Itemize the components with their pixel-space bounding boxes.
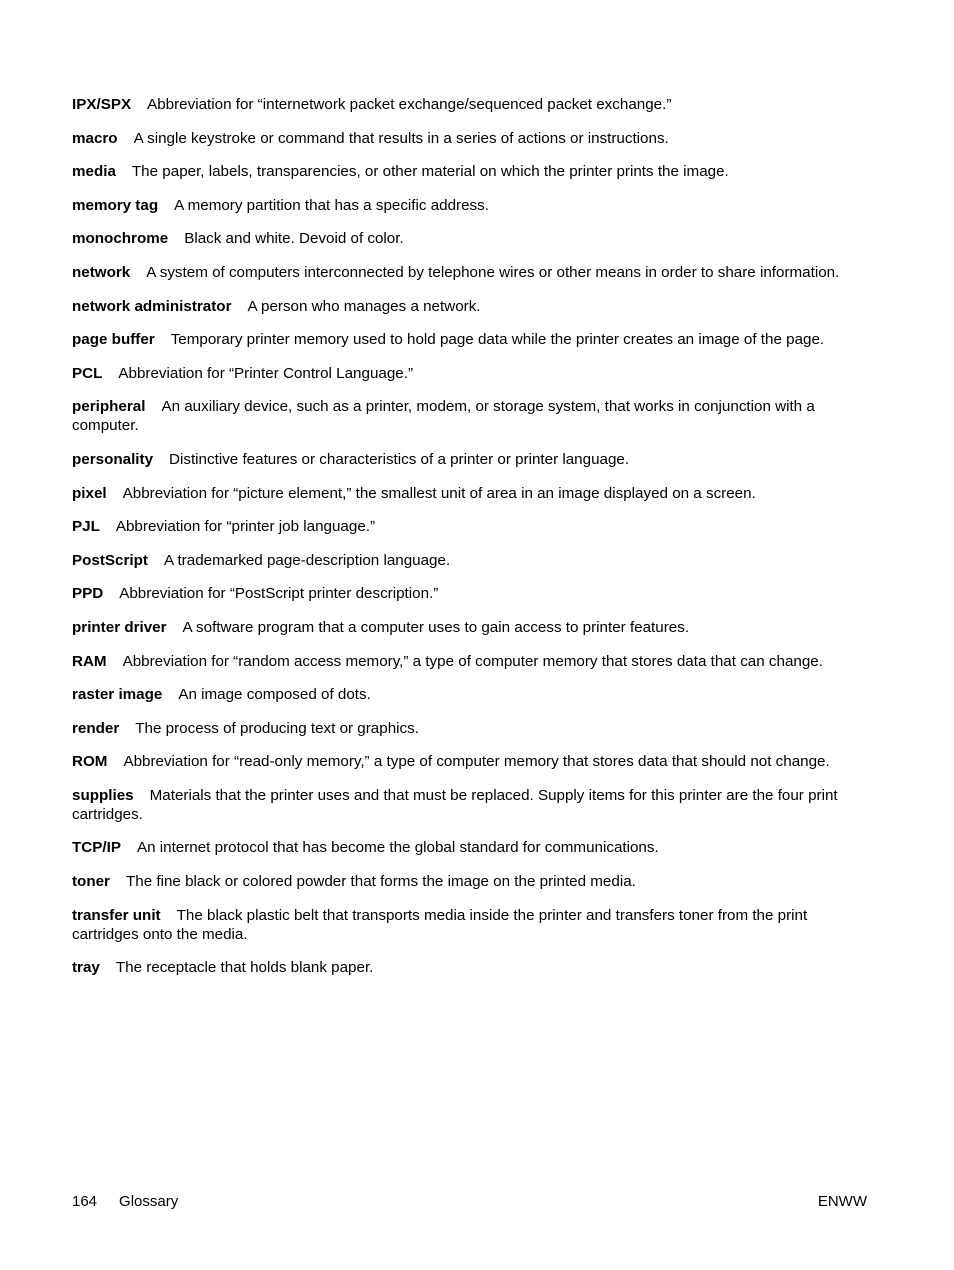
glossary-term: transfer unit	[72, 906, 161, 924]
glossary-entry	[72, 906, 872, 944]
glossary-definition: Abbreviation for “read-only memory,” a type of computer memory that stores data that should not change.	[123, 753, 830, 771]
glossary-definition: Abbreviation for “printer job language.”	[115, 518, 376, 536]
glossary-term: PPD	[72, 585, 104, 603]
glossary-definition: The black plastic belt that transports media inside the printer and transfers toner from the print cartridges onto the media.	[72, 906, 808, 943]
glossary-term: pixel	[72, 484, 107, 502]
glossary-term: render	[72, 719, 120, 737]
glossary-definition: A trademarked page-description language.	[163, 551, 451, 569]
glossary-entry	[72, 786, 872, 824]
page-footer	[72, 1192, 867, 1211]
glossary-term: PJL	[72, 518, 100, 536]
glossary-entry	[72, 397, 872, 435]
glossary-definition: Abbreviation for “random access memory,” a type of computer memory that stores data that can change.	[122, 652, 823, 670]
glossary-term: network administrator	[72, 297, 232, 315]
glossary-definition: An auxiliary device, such as a printer, modem, or storage system, that works in conjunction with a computer.	[72, 398, 815, 435]
glossary-definition: Abbreviation for “PostScript printer description.”	[119, 585, 439, 603]
glossary-term: media	[72, 163, 116, 181]
glossary-term: macro	[72, 129, 118, 147]
glossary-entry	[72, 196, 872, 215]
glossary-entry	[72, 551, 872, 570]
glossary-entry	[72, 652, 872, 671]
glossary-entry	[72, 450, 872, 469]
footer-left	[72, 1192, 178, 1211]
glossary-entry	[72, 484, 872, 503]
glossary-entry	[72, 838, 872, 857]
glossary-term: monochrome	[72, 230, 169, 248]
glossary-term: memory tag	[72, 196, 159, 214]
glossary-term: IPX/SPX	[72, 96, 132, 113]
glossary-entry	[72, 719, 872, 738]
glossary-entry	[72, 685, 872, 704]
footer-right-label: ENWW	[817, 1193, 867, 1210]
glossary-entry	[72, 958, 872, 977]
glossary-list	[72, 95, 872, 977]
glossary-term: TCP/IP	[72, 839, 121, 857]
glossary-definition: A software program that a computer uses to gain access to printer features.	[182, 618, 690, 636]
glossary-entry	[72, 297, 872, 316]
glossary-entry	[72, 162, 872, 181]
page-number: 164	[72, 1193, 98, 1210]
glossary-entry	[72, 330, 872, 349]
glossary-definition: Abbreviation for “picture element,” the smallest unit of area in an image displayed on a screen.	[122, 484, 756, 502]
glossary-definition: A system of computers interconnected by telephone wires or other means in order to share information.	[146, 263, 840, 281]
glossary-term: RAM	[72, 652, 107, 670]
glossary-entry	[72, 229, 872, 248]
glossary-term: toner	[72, 873, 110, 891]
glossary-definition: Abbreviation for “Printer Control Language.”	[118, 364, 414, 382]
glossary-term: printer driver	[72, 618, 167, 636]
glossary-term: personality	[72, 450, 154, 468]
glossary-definition: The process of producing text or graphics.	[135, 719, 419, 737]
glossary-entry	[72, 618, 872, 637]
glossary-term: supplies	[72, 786, 134, 804]
glossary-definition: The paper, labels, transparencies, or other material on which the printer prints the image.	[131, 163, 729, 181]
glossary-entry	[72, 129, 872, 148]
glossary-definition: Temporary printer memory used to hold page data while the printer creates an image of the page.	[170, 331, 825, 349]
glossary-term: peripheral	[72, 398, 146, 416]
glossary-definition: An image composed of dots.	[178, 686, 371, 704]
glossary-definition: A memory partition that has a specific address.	[174, 196, 489, 214]
glossary-entry	[72, 263, 872, 282]
glossary-definition: Distinctive features or characteristics of a printer or printer language.	[169, 450, 630, 468]
glossary-definition: An internet protocol that has become the global standard for communications.	[136, 839, 659, 857]
glossary-term: page buffer	[72, 331, 155, 349]
glossary-entry	[72, 517, 872, 536]
glossary-entry	[72, 95, 872, 114]
glossary-definition: Abbreviation for “internetwork packet exchange/sequenced packet exchange.”	[147, 96, 672, 113]
glossary-term: raster image	[72, 686, 163, 704]
glossary-term: tray	[72, 959, 100, 977]
glossary-definition: Black and white. Devoid of color.	[184, 230, 404, 248]
footer-section-title: Glossary	[119, 1193, 179, 1210]
glossary-term: PostScript	[72, 551, 148, 569]
glossary-definition: The receptacle that holds blank paper.	[115, 959, 374, 977]
glossary-entry	[72, 584, 872, 603]
glossary-definition: The fine black or colored powder that forms the image on the printed media.	[125, 873, 636, 891]
glossary-term: PCL	[72, 364, 103, 382]
glossary-term: ROM	[72, 753, 108, 771]
glossary-term: network	[72, 263, 131, 281]
glossary-definition: A single keystroke or command that results in a series of actions or instructions.	[133, 129, 669, 147]
glossary-entry	[72, 752, 872, 771]
glossary-definition: A person who manages a network.	[247, 297, 481, 315]
glossary-entry	[72, 872, 872, 891]
glossary-definition: Materials that the printer uses and that must be replaced. Supply items for this printer are the four print cartridges.	[72, 786, 838, 823]
glossary-entry	[72, 364, 872, 383]
